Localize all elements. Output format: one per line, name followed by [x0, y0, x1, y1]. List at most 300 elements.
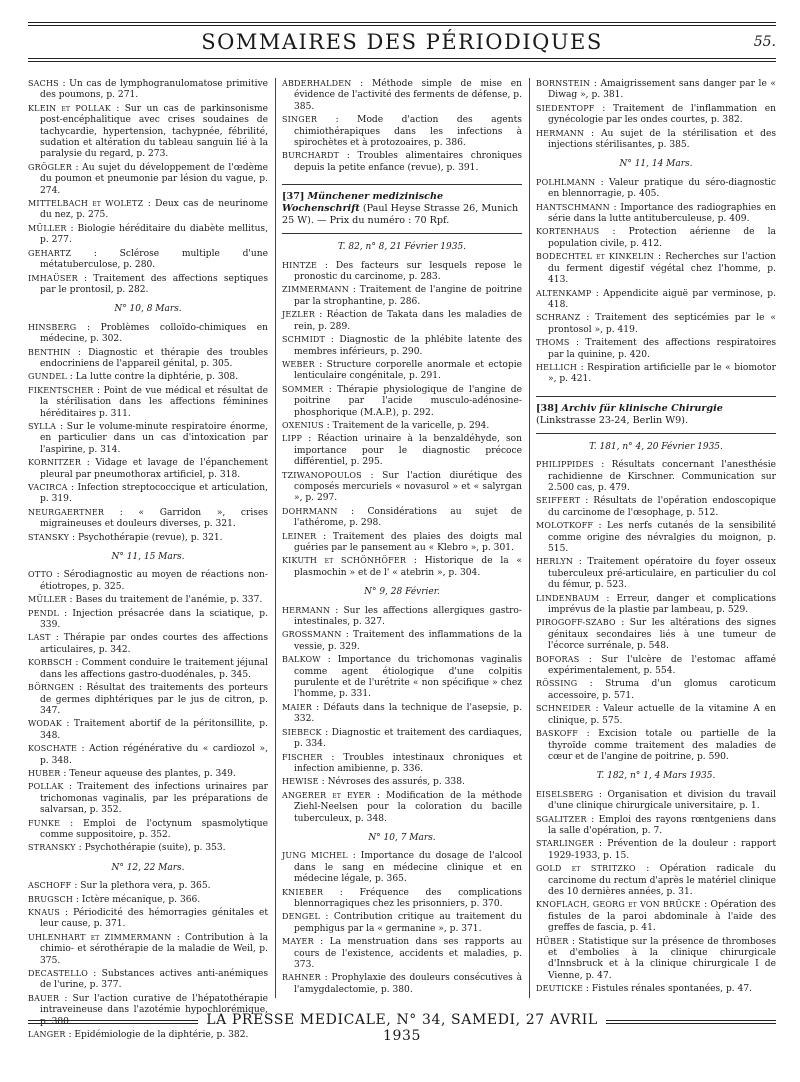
entry-author: KOSCHATE	[28, 744, 78, 754]
entry-author: IMHAÜSER	[28, 273, 78, 283]
entry-author: DENGEL	[282, 912, 320, 922]
article-entry: STANSKY : Psychothérapie (revue), p. 321.	[28, 532, 223, 543]
entry-title: Sur l'action curative de l'hépatothérapie intraveineuse dans l'azotémie hypochlorémique, p. 380.	[40, 993, 268, 1027]
entry-title: Statistique sur la présence de thromboses et d'embolies à la clinique chirurgicale d'Innsbruck et à la clinique chirurgicale I de Vienne, p. 47.	[548, 936, 776, 981]
footer-rule	[28, 1020, 198, 1021]
journal-address: (Paul Heyse Strasse 26, Munich 25 W). — Prix du numéro : 70 Rpf.	[282, 203, 519, 227]
issue-date-heading: T. 182, n° 1, 4 Mars 1935.	[596, 771, 716, 782]
article-entry: STARLINGER : Prévention de la douleur : rapport 1929-1933, p. 15.	[536, 839, 776, 861]
footer-text: LA PRESSE MEDICALE, N° 34, SAMEDI, 27 AVRIL 1935	[206, 1012, 598, 1044]
page-header	[28, 14, 776, 62]
article-entry: GEHARTZ : Sclérose multiple d'une métatuberculose, p. 280.	[28, 248, 268, 271]
entry-title: Substances actives anti-anémiques de l'urine, p. 377.	[40, 969, 268, 991]
entry-title: Traitement des septicémies par le « prontosol », p. 419.	[548, 313, 776, 335]
entry-author: MÜLLER	[28, 595, 67, 605]
entry-title: Traitement de l'angine de poitrine par la strophantine, p. 286.	[294, 285, 522, 307]
entry-title: Traitement des plaies des doigts mal guéries par le pansement au « Klebro », p. 301.	[294, 531, 522, 553]
entry-title: Excision totale ou partielle de la thyroïde comme traitement des maladies de cœur et de l'angine de poitrine, p. 590.	[548, 729, 776, 762]
entry-author: JUNG MICHEL	[282, 851, 348, 861]
article-entry: HEWISE : Névroses des assurés, p. 338.	[282, 777, 465, 788]
entry-title: Réaction de Takata dans les maladies de rein, p. 289.	[294, 310, 522, 332]
article-entry: GOLD et STRITZKO : Opération radicale du carcinome du rectum d'après le matériel clinique des 10 dernières années, p. 31.	[536, 864, 776, 897]
article-entry: WEBER : Structure corporelle anormale et ectopie lenticulaire congénitale, p. 291.	[282, 359, 522, 382]
entry-title: Importance des radiographies en série dans la lutte antituberculeuse, p. 409.	[548, 202, 776, 225]
article-entry: KNIEBER : Fréquence des complications blennorragiques chez les prisonniers, p. 370.	[282, 887, 522, 909]
entry-author: LEINER	[282, 531, 317, 541]
article-entry: ASCHOFF : Sur la plethora vera, p. 365.	[28, 881, 211, 892]
entry-title: Résultats concernant l'anesthésie rachidienne de Kirschner. Communication sur 2.500 cas, p. 479.	[548, 460, 776, 493]
entry-title: « Garridon », crises migraineuses et douleurs diverses, p. 321.	[40, 507, 268, 530]
entry-title: Sur les altérations des signes génitaux secondaires liés à une tumeur de l'écorce surrénale, p. 548.	[548, 618, 776, 652]
entry-author: KLEIN et POLLAK	[28, 103, 111, 113]
entry-author: KNOFLACH, GEORG et VON BRÜCKE	[536, 900, 701, 910]
entry-author: BASKOFF	[536, 729, 578, 739]
entry-title: Diagnostic et thérapie des troubles endocriniens de l'appareil génital, p. 305.	[40, 347, 268, 369]
article-entry: LEINER : Traitement des plaies des doigts mal guéries par le pansement au « Klebro », p. 301.	[282, 531, 522, 553]
entry-author: RÖSSING	[536, 679, 578, 689]
entry-title: Erreur, danger et complications imprévus de la plastie par lambeau, p. 529.	[548, 593, 776, 616]
entry-title: Psychothérapie (revue), p. 321.	[77, 532, 223, 543]
entry-title: Modification de la méthode Ziehl-Neelsen pour la coloration du bacille tuberculeux, p. 348.	[294, 790, 522, 824]
entry-title: Des facteurs sur lesquels repose le pronostic du carcinome, p. 283.	[294, 260, 522, 283]
journal-name: Archiv für klinische Chirurgie	[561, 402, 723, 414]
footer-rule	[28, 1023, 198, 1024]
article-entry: HINSBERG : Problèmes colloïdo-chimiques en médecine, p. 302.	[28, 322, 268, 345]
entry-title: Valeur actuelle de la vitamine A en clinique, p. 575.	[548, 704, 776, 726]
entry-author: LIPP	[282, 434, 303, 444]
article-entry: MITTELBACH et WOLETZ : Deux cas de neurinome du nez, p. 275.	[28, 199, 268, 221]
entry-author: ASCHOFF	[28, 881, 72, 891]
entry-author: HEWISE	[282, 777, 319, 787]
entry-author: POLHLMANN	[536, 177, 596, 187]
entry-author: BÖRNGEN	[28, 683, 75, 693]
entry-author: BORNSTEIN	[536, 79, 591, 88]
entry-author: STANSKY	[28, 532, 70, 542]
article-entry: LINDENBAUM : Erreur, danger et complications imprévus de la plastie par lambeau, p. 529.	[536, 593, 776, 616]
journal-name: Münchener medizinische Wochenschrift	[282, 191, 444, 215]
article-entry: MÜLLER : Bases du traitement de l'anémie, p. 337.	[28, 595, 263, 606]
article-entry: FISCHER : Troubles intestinaux chroniques et infection amibienne, p. 336.	[282, 752, 522, 774]
article-entry: JEZLER : Réaction de Takata dans les maladies de rein, p. 289.	[282, 310, 522, 332]
article-entry: WODAK : Traitement abortif de la péritonsillite, p. 348.	[28, 719, 268, 741]
entry-author: MAIER	[282, 702, 312, 712]
article-entry: GROSSMANN : Traitement des inflammations de la vessie, p. 329.	[282, 630, 522, 652]
entry-title: Valeur pratique du séro-diagnostic en blennorragie, p. 405.	[548, 177, 776, 200]
article-entry: KLEIN et POLLAK : Sur un cas de parkinsonisme post-encéphalitique avec crises soudaines de tachycardie, hypertension, tachypnée, fébrilité, sudation et altération du tableau sanguin lié à la paralysie du regard, p. 273.	[28, 103, 268, 160]
entry-author: GRÖGLER	[28, 162, 72, 172]
entry-author: FISCHER	[282, 752, 323, 762]
entry-author: HUBER	[28, 768, 61, 778]
article-entry: POLLAK : Traitement des infections urinaires par trichomonas vaginalis, par les préparations de salvarsan, p. 352.	[28, 782, 268, 816]
article-entry: DECASTELLO : Substances actives anti-anémiques de l'urine, p. 377.	[28, 969, 268, 991]
entry-title: Importance du dosage de l'alcool dans le sang en médecine clinique et en médecine légale, p. 365.	[294, 851, 522, 885]
entry-title: Comment conduire le traitement jéjunal dans les affections gastro-duodénales, p. 345.	[40, 658, 268, 680]
column-divider	[275, 78, 276, 998]
article-entry: SIEDENTOPF : Traitement de l'inflammation en gynécologie par les ondes courtes, p. 382.	[536, 103, 776, 126]
entry-author: KORBSCH	[28, 658, 73, 668]
entry-author: ABDERHALDEN	[282, 79, 352, 88]
journal-number: [37]	[282, 191, 305, 203]
article-entry: HANTSCHMANN : Importance des radiographies en série dans la lutte antituberculeuse, p. 409.	[536, 202, 776, 225]
article-entry: OXENIUS : Traitement de la varicelle, p. 294.	[282, 420, 490, 431]
entry-title: Infection streptococcique et articulation, p. 319.	[40, 483, 268, 505]
entry-author: MITTELBACH et WOLETZ	[28, 199, 144, 209]
article-entry: KIKUTH et SCHÖNHÖFER : Historique de la « plasmochin » et de l' « atebrin », p. 304.	[282, 556, 523, 578]
entry-title: Les nerfs cutanés de la sensibilité comme origine des névralgies du moignon, p. 515.	[548, 521, 776, 554]
article-entry: HUBER : Teneur aqueuse des plantes, p. 349.	[28, 768, 236, 779]
article-entry: MÜLLER : Biologie héréditaire du diabète mellitus, p. 277.	[28, 223, 268, 246]
journal-heading	[282, 184, 522, 234]
article-entry: SIEBECK : Diagnostic et traitement des cardiaques, p. 334.	[282, 727, 522, 750]
entry-title: Sur l'action diurétique des composés mercuriels « novasurol » et « salyrgan », p. 297.	[294, 470, 522, 504]
entry-title: Résultats de l'opération endoscopique du carcinome de l'œsophage, p. 512.	[548, 496, 776, 518]
issue-date-heading: N° 11, 15 Mars.	[111, 552, 185, 563]
entry-title: Importance du trichomonas vaginalis comme agent étiologique d'une colpitis purulente et de l'urétrite « non spécifique » chez l'homme, p. 331.	[294, 655, 522, 700]
entry-author: SGALITZER	[536, 814, 587, 824]
entry-title: Traitement des inflammations de la vessie, p. 329.	[294, 630, 522, 652]
article-entry: EISELSBERG : Organisation et division du travail d'une clinique chirurgicale universitaire, p. 1.	[536, 789, 776, 812]
article-entry: LIPP : Réaction urinaire à la benzaldéhyde, son importance pour le diagnostic précoce différentiel, p. 295.	[282, 434, 522, 468]
entry-author: DEUTICKE	[536, 984, 584, 994]
entry-author: WEBER	[282, 359, 315, 369]
header-rule	[28, 22, 776, 23]
entry-author: DOHRMANN	[282, 506, 338, 516]
entry-title: Problèmes colloïdo-chimiques en médecine, p. 302.	[40, 322, 268, 345]
entry-title: Structure corporelle anormale et ectopie lenticulaire congénitale, p. 291.	[294, 359, 522, 382]
article-entry: FIKENTSCHER : Point de vue médical et résultat de la stérilisation dans les affections féminines héréditaires p. 311.	[28, 385, 268, 419]
article-entry: SGALITZER : Emploi des rayons rœntgeniens dans la salle d'opération, p. 7.	[536, 814, 776, 836]
entry-title: Méthode simple de mise en évidence de l'activité des ferments de défense, p. 385.	[294, 79, 522, 112]
article-entry: JUNG MICHEL : Importance du dosage de l'alcool dans le sang en médecine clinique et en médecine légale, p. 365.	[282, 851, 522, 885]
entry-title: Thérapie par ondes courtes des affections articulaires, p. 342.	[40, 633, 268, 655]
entry-title: Sclérose multiple d'une métatuberculose, p. 280.	[40, 248, 268, 271]
column-divider	[529, 78, 530, 998]
entry-title: Struma d'un glomus caroticum accessoire, p. 571.	[548, 679, 776, 701]
footer-rule	[606, 1023, 776, 1024]
entry-author: KORTENHAUS	[536, 227, 600, 237]
article-entry: LANGER : Epidémiologie de la diphtérie, p. 382.	[28, 1030, 249, 1041]
entry-title: Sur un cas de parkinsonisme post-encéphalitique avec crises soudaines de tachycardie, hypertension, tachypnée, fébrilité, sudation et altération du tableau sanguin lié à la paralysie du regard, p. 273.	[40, 103, 268, 160]
entry-author: THOMS	[536, 338, 570, 348]
entry-title: Opération radicale du carcinome du rectum d'après le matériel clinique des 10 dernières années, p. 31.	[548, 864, 776, 897]
article-entry: SACHS : Un cas de lymphogranulomatose primitive des poumons, p. 271.	[28, 79, 268, 101]
entry-title: La lutte contre la diphtérie, p. 308.	[75, 372, 239, 383]
entry-title: Organisation et division du travail d'une clinique chirurgicale universitaire, p. 1.	[548, 789, 776, 812]
article-entry: HERMANN : Au sujet de la stérilisation et des injections stérilisantes, p. 385.	[536, 128, 776, 151]
entry-author: MÜLLER	[28, 223, 67, 233]
entry-author: KORNITZER	[28, 458, 82, 468]
entry-title: Teneur aqueuse des plantes, p. 349.	[69, 768, 236, 779]
entry-title: Défauts dans la technique de l'asepsie, p. 332.	[294, 702, 522, 725]
article-entry: BURCHARDT : Troubles alimentaires chroniques depuis la petite enfance (revue), p. 391.	[282, 151, 522, 173]
entry-author: SEIFFERT	[536, 496, 581, 506]
article-entry: MAIER : Défauts dans la technique de l'asepsie, p. 332.	[282, 702, 522, 725]
article-entry: DOHRMANN : Considérations au sujet de l'athérome, p. 298.	[282, 506, 522, 529]
entry-author: SCHMIDT	[282, 335, 326, 345]
article-entry: PENDL : Injection présacrée dans la sciatique, p. 339.	[28, 608, 268, 631]
article-entry: KORNITZER : Vidage et lavage de l'épanchement pleural par pneumothorax artificiel, p. 318.	[28, 458, 268, 480]
article-entry: SCHNEIDER : Valeur actuelle de la vitamine A en clinique, p. 575.	[536, 704, 776, 726]
page-title: SOMMAIRES DES PÉRIODIQUES	[201, 30, 603, 54]
entry-author: GUNDEL	[28, 372, 67, 382]
article-entry: UHLENHART et ZIMMERMANN : Contribution à la chimio- et sérothérapie de la maladie de Weil, p. 375.	[28, 932, 268, 966]
article-entry: PIROGOFF-SZABO : Sur les altérations des signes génitaux secondaires liés à une tumeur de l'écorce surrénale, p. 548.	[536, 618, 776, 652]
entry-author: SCHNEIDER	[536, 704, 591, 714]
entry-title: Traitement de la varicelle, p. 294.	[332, 420, 490, 431]
entry-title: Vidage et lavage de l'épanchement pleural par pneumothorax artificiel, p. 318.	[40, 458, 268, 480]
article-entry: HERMANN : Sur les affections allergiques gastro-intestinales, p. 327.	[282, 605, 522, 628]
entry-title: Considérations au sujet de l'athérome, p. 298.	[294, 506, 522, 529]
article-entry: SCHMIDT : Diagnostic de la phlébite latente des membres inférieurs, p. 290.	[282, 335, 522, 357]
entry-author: GROSSMANN	[282, 630, 342, 640]
article-entry: HELLICH : Respiration artificielle par le « biomotor », p. 421.	[536, 362, 776, 385]
article-entry: BÖRNGEN : Résultat des traitements des porteurs de germes diphtériques par le jus de citron, p. 347.	[28, 683, 268, 716]
article-entry: IMHAÜSER : Traitement des affections septiques par le prontosil, p. 282.	[28, 273, 268, 295]
article-entry: MAYER : La menstruation dans ses rapports au cours de l'existence, accidents et maladies, p. 373.	[282, 937, 522, 970]
entry-author: JEZLER	[282, 310, 315, 320]
entry-author: RAHNER	[282, 973, 321, 983]
entry-author: ANGERER et EYER	[282, 790, 371, 800]
issue-date-heading: N° 10, 8 Mars.	[114, 304, 182, 315]
article-entry: KORBSCH : Comment conduire le traitement jéjunal dans les affections gastro-duodénales, p. 345.	[28, 658, 268, 680]
article-entry: HÜBER : Statistique sur la présence de thromboses et d'embolies à la clinique chirurgicale d'Innsbruck et à la clinique chirurgicale I de Vienne, p. 47.	[536, 936, 776, 981]
article-entry: NEURGAERTNER : « Garridon », crises migraineuses et douleurs diverses, p. 321.	[28, 507, 268, 530]
issue-date-heading: N° 10, 7 Mars.	[368, 832, 436, 843]
entry-title: Traitement des affections septiques par le prontosil, p. 282.	[40, 273, 268, 295]
entry-author: HÜBER	[536, 936, 569, 946]
entry-author: BURCHARDT	[282, 151, 340, 161]
entry-author: MOLOTKOFF	[536, 521, 594, 531]
column-3	[536, 78, 776, 998]
entry-author: HINTZE	[282, 260, 318, 270]
article-entry: SOMMER : Thérapie physiologique de l'angine de poitrine par l'acide musculo-adénosine-phosphorique (M.A.P.), p. 292.	[282, 384, 522, 418]
article-entry: SYLLA : Sur le volume-minute respiratoire énorme, en particulier dans un cas d'intoxication par l'aspirine, p. 314.	[28, 421, 268, 455]
article-entry: KNOFLACH, GEORG et VON BRÜCKE : Opération des fistules de la paroi abdominale à l'aide des greffes de fascia, p. 41.	[536, 900, 776, 934]
column-2	[282, 78, 522, 998]
entry-title: Traitement des infections urinaires par trichomonas vaginalis, par les préparations de salvarsan, p. 352.	[40, 782, 268, 816]
journal-number: [38]	[536, 402, 559, 414]
article-entry: FUNKE : Emploi de l'octynum spasmolytique comme suppositoire, p. 352.	[28, 818, 268, 840]
entry-title: Traitement des affections respiratoires par la quinine, p. 420.	[548, 338, 776, 360]
entry-title: Sur le volume-minute respiratoire énorme, en particulier dans un cas d'intoxication par l'aspirine, p. 314.	[40, 421, 268, 455]
entry-author: SCHRANZ	[536, 313, 581, 323]
article-entry: KNAUS : Périodicité des hémorragies génitales et leur cause, p. 371.	[28, 908, 268, 930]
article-entry: BODECHTEL et KINKELIN : Recherches sur l'action du ferment digestif végétal chez l'homme, p. 413.	[536, 252, 776, 286]
article-entry: RÖSSING : Struma d'un glomus caroticum accessoire, p. 571.	[536, 679, 776, 701]
entry-title: Historique de la « plasmochin » et de l' « atebrin », p. 304.	[294, 556, 523, 578]
entry-title: Sur la plethora vera, p. 365.	[80, 881, 211, 892]
entry-author: HANTSCHMANN	[536, 202, 610, 212]
entry-author: EISELSBERG	[536, 789, 594, 799]
header-rule	[28, 25, 776, 26]
entry-title: Appendicite aiguë par verminose, p. 418.	[548, 288, 776, 310]
column-1	[28, 78, 268, 1041]
entry-author: SINGER	[282, 115, 318, 125]
entry-title: Sur les affections allergiques gastro-intestinales, p. 327.	[294, 605, 522, 628]
article-entry: DEUTICKE : Fistules rénales spontanées, p. 47.	[536, 984, 753, 995]
entry-author: GEHARTZ	[28, 248, 72, 258]
entry-author: HERMANN	[282, 605, 331, 615]
entry-title: Fistules rénales spontanées, p. 47.	[591, 984, 753, 995]
entry-author: TZIWANOPOULOS	[282, 470, 362, 480]
article-entry: HERLYN : Traitement opératoire du foyer osseux tuberculeux pré-articulaire, en particulier du col du fémur, p. 523.	[536, 557, 776, 591]
journal-address: (Linkstrasse 23-24, Berlin W9).	[536, 414, 689, 426]
entry-author: MAYER	[282, 937, 314, 947]
article-entry: LAST : Thérapie par ondes courtes des affections articulaires, p. 342.	[28, 633, 268, 655]
article-entry: THOMS : Traitement des affections respiratoires par la quinine, p. 420.	[536, 338, 776, 360]
article-entry: OTTO : Sérodiagnostic au moyen de réactions non-étiotropes, p. 325.	[28, 570, 268, 592]
entry-title: Contribution à la chimio- et sérothérapie de la maladie de Weil, p. 375.	[40, 932, 268, 966]
entry-title: Sur l'ulcère de l'estomac affamé expérimentalement, p. 554.	[548, 654, 776, 677]
entry-title: Névroses des assurés, p. 338.	[327, 777, 465, 788]
entry-author: HERLYN	[536, 557, 574, 567]
entry-title: La menstruation dans ses rapports au cours de l'existence, accidents et maladies, p. 373.	[294, 937, 522, 970]
article-entry: TZIWANOPOULOS : Sur l'action diurétique des composés mercuriels « novasurol » et « salyrgan », p. 297.	[282, 470, 522, 504]
article-entry: BORNSTEIN : Amaigrissement sans danger par le « Diwag », p. 381.	[536, 79, 776, 101]
entry-author: KNIEBER	[282, 887, 324, 897]
entry-title: Recherches sur l'action du ferment digestif végétal chez l'homme, p. 413.	[548, 252, 776, 286]
entry-title: Respiration artificielle par le « biomotor », p. 421.	[548, 362, 776, 385]
article-entry: KOSCHATE : Action régénérative du « cardiozol », p. 348.	[28, 744, 268, 766]
entry-title: Injection présacrée dans la sciatique, p. 339.	[40, 608, 268, 631]
entry-title: Troubles alimentaires chroniques depuis la petite enfance (revue), p. 391.	[294, 151, 522, 173]
entry-author: OXENIUS	[282, 420, 324, 430]
entry-author: KIKUTH et SCHÖNHÖFER	[282, 556, 407, 566]
entry-author: ALTENKAMP	[536, 288, 592, 298]
entry-author: BRUGSCH	[28, 894, 74, 904]
entry-title: Traitement de l'inflammation en gynécologie par les ondes courtes, p. 382.	[548, 103, 776, 126]
journal-heading	[536, 396, 776, 434]
issue-date-heading: N° 9, 28 Février.	[364, 587, 440, 598]
article-entry: BAUER : Sur l'action curative de l'hépatothérapie intraveineuse dans l'azotémie hypochlorémique, p. 380.	[28, 993, 268, 1027]
entry-author: NEURGAERTNER	[28, 507, 105, 517]
page-footer	[28, 1012, 776, 1044]
entry-title: Opération des fistules de la paroi abdominale à l'aide des greffes de fascia, p. 41.	[548, 900, 776, 934]
entry-author: BENTHIN	[28, 347, 71, 357]
entry-title: Réaction urinaire à la benzaldéhyde, son importance pour le diagnostic précoce différentiel, p. 295.	[294, 434, 522, 468]
entry-author: PHILIPPIDES	[536, 460, 594, 470]
entry-author: UHLENHART et ZIMMERMANN	[28, 932, 172, 942]
article-entry: BALKOW : Importance du trichomonas vaginalis comme agent étiologique d'une colpitis purulente et de l'urétrite « non spécifique » chez l'homme, p. 331.	[282, 655, 522, 700]
entry-title: Ictère mécanique, p. 366.	[81, 894, 201, 905]
entry-author: KNAUS	[28, 908, 60, 917]
article-entry: SEIFFERT : Résultats de l'opération endoscopique du carcinome de l'œsophage, p. 512.	[536, 496, 776, 518]
issue-date-heading: N° 11, 14 Mars.	[619, 159, 693, 170]
entry-author: PIROGOFF-SZABO	[536, 618, 616, 628]
issue-date-heading: T. 82, n° 8, 21 Février 1935.	[337, 242, 467, 253]
entry-title: Diagnostic de la phlébite latente des membres inférieurs, p. 290.	[294, 335, 522, 357]
entry-title: Psychothérapie (suite), p. 353.	[84, 843, 226, 854]
entry-author: VACIRCA	[28, 483, 68, 492]
entry-title: Un cas de lymphogranulomatose primitive des poumons, p. 271.	[40, 79, 268, 101]
entry-title: Mode d'action des agents chimiothérapiques dans les infections à spirochètes et à protozoaires, p. 386.	[294, 115, 522, 149]
entry-title: Diagnostic et traitement des cardiaques, p. 334.	[294, 727, 522, 750]
issue-date-heading: T. 181, n° 4, 20 Février 1935.	[589, 441, 723, 452]
entry-author: BOFORAS	[536, 654, 580, 664]
article-entry: ANGERER et EYER : Modification de la méthode Ziehl-Neelsen pour la coloration du bacille tuberculeux, p. 348.	[282, 790, 522, 824]
entry-author: FUNKE	[28, 818, 61, 828]
article-entry: GRÖGLER : Au sujet du développement de l'œdème du poumon et pneumonie par lésion du vague, p. 274.	[28, 162, 268, 196]
entry-title: Thérapie physiologique de l'angine de poitrine par l'acide musculo-adénosine-phosphorique (M.A.P.), p. 292.	[294, 384, 522, 418]
entry-title: Emploi de l'octynum spasmolytique comme suppositoire, p. 352.	[40, 818, 268, 840]
entry-title: Traitement abortif de la péritonsillite, p. 348.	[40, 719, 268, 741]
entry-title: Bases du traitement de l'anémie, p. 337.	[75, 595, 263, 606]
article-entry: KORTENHAUS : Protection aérienne de la population civile, p. 412.	[536, 227, 776, 249]
entry-author: SIEDENTOPF	[536, 103, 595, 113]
entry-title: Prévention de la douleur : rapport 1929-1933, p. 15.	[548, 839, 776, 861]
entry-title: Contribution critique au traitement du pemphigus par la « germanine », p. 371.	[294, 912, 522, 934]
entry-author: SOMMER	[282, 384, 324, 394]
entry-author: BODECHTEL et KINKELIN	[536, 252, 654, 262]
header-rule	[28, 58, 776, 59]
article-entry: BASKOFF : Excision totale ou partielle de la thyroïde comme traitement des maladies de cœur et de l'angine de poitrine, p. 590.	[536, 729, 776, 762]
entry-title: Emploi des rayons rœntgeniens dans la salle d'opération, p. 7.	[548, 814, 776, 836]
entry-title: Sérodiagnostic au moyen de réactions non-étiotropes, p. 325.	[40, 570, 268, 592]
entry-author: STRANSKY	[28, 843, 76, 853]
entry-title: Protection aérienne de la population civile, p. 412.	[548, 227, 776, 249]
article-entry: PHILIPPIDES : Résultats concernant l'anesthésie rachidienne de Kirschner. Communication sur 2.500 cas, p. 479.	[536, 460, 776, 493]
entry-title: Amaigrissement sans danger par le « Diwag », p. 381.	[548, 79, 776, 101]
page-number: 55.	[753, 34, 776, 50]
entry-title: Deux cas de neurinome du nez, p. 275.	[40, 199, 268, 221]
article-entry: STRANSKY : Psychothérapie (suite), p. 353.	[28, 843, 226, 854]
entry-author: GOLD et STRITZKO	[536, 864, 636, 874]
entry-author: POLLAK	[28, 782, 64, 792]
entry-author: HINSBERG	[28, 322, 77, 332]
article-entry: VACIRCA : Infection streptococcique et articulation, p. 319.	[28, 483, 268, 505]
issue-date-heading: N° 12, 22 Mars.	[111, 862, 185, 873]
article-entry: ZIMMERMANN : Traitement de l'angine de poitrine par la strophantine, p. 286.	[282, 285, 522, 307]
entry-author: LINDENBAUM	[536, 593, 600, 603]
entry-title: Point de vue médical et résultat de la stérilisation dans les affections féminines héréditaires p. 311.	[40, 385, 268, 419]
entry-title: Biologie héréditaire du diabète mellitus, p. 277.	[40, 223, 268, 246]
entry-author: BAUER	[28, 993, 60, 1003]
article-entry: BENTHIN : Diagnostic et thérapie des troubles endocriniens de l'appareil génital, p. 305.	[28, 347, 268, 369]
entry-author: ZIMMERMANN	[282, 285, 349, 295]
entry-title: Fréquence des complications blennorragiques chez les prisonniers, p. 370.	[294, 887, 522, 909]
header-rule	[28, 61, 776, 62]
entry-author: FIKENTSCHER	[28, 385, 94, 395]
footer-rule	[606, 1020, 776, 1021]
article-entry: POLHLMANN : Valeur pratique du séro-diagnostic en blennorragie, p. 405.	[536, 177, 776, 200]
entry-title: Epidémiologie de la diphtérie, p. 382.	[74, 1030, 249, 1041]
article-entry: SINGER : Mode d'action des agents chimiothérapiques dans les infections à spirochètes et à protozoaires, p. 386.	[282, 115, 522, 149]
entry-author: LANGER	[28, 1030, 66, 1040]
entry-author: OTTO	[28, 570, 53, 580]
entry-title: Troubles intestinaux chroniques et infection amibienne, p. 336.	[294, 752, 522, 774]
entry-title: Au sujet du développement de l'œdème du poumon et pneumonie par lésion du vague, p. 274.	[40, 162, 268, 196]
article-entry: BRUGSCH : Ictère mécanique, p. 366.	[28, 894, 201, 905]
entry-title: Périodicité des hémorragies génitales et leur cause, p. 371.	[40, 908, 268, 930]
entry-author: SIEBECK	[282, 727, 322, 737]
article-entry: ALTENKAMP : Appendicite aiguë par verminose, p. 418.	[536, 288, 776, 310]
entry-title: Traitement opératoire du foyer osseux tuberculeux pré-articulaire, en particulier du col du fémur, p. 523.	[548, 557, 776, 591]
entry-author: SACHS	[28, 79, 59, 88]
article-entry: RAHNER : Prophylaxie des douleurs consécutives à l'amygdalectomie, p. 380.	[282, 973, 522, 995]
article-entry: ABDERHALDEN : Méthode simple de mise en évidence de l'activité des ferments de défense, p. 385.	[282, 79, 522, 112]
entry-author: STARLINGER	[536, 839, 594, 849]
article-entry: SCHRANZ : Traitement des septicémies par le « prontosol », p. 419.	[536, 313, 776, 335]
article-entry: HINTZE : Des facteurs sur lesquels repose le pronostic du carcinome, p. 283.	[282, 260, 522, 283]
entry-author: LAST	[28, 633, 51, 643]
entry-title: Action régénérative du « cardiozol », p. 348.	[40, 744, 268, 766]
entry-author: HERMANN	[536, 128, 585, 138]
entry-author: DECASTELLO	[28, 969, 88, 979]
article-entry: MOLOTKOFF : Les nerfs cutanés de la sensibilité comme origine des névralgies du moignon, p. 515.	[536, 521, 776, 554]
entry-author: HELLICH	[536, 362, 578, 372]
entry-title: Résultat des traitements des porteurs de germes diphtériques par le jus de citron, p. 347.	[40, 683, 268, 716]
entry-title: Au sujet de la stérilisation et des injections stérilisantes, p. 385.	[548, 128, 776, 151]
